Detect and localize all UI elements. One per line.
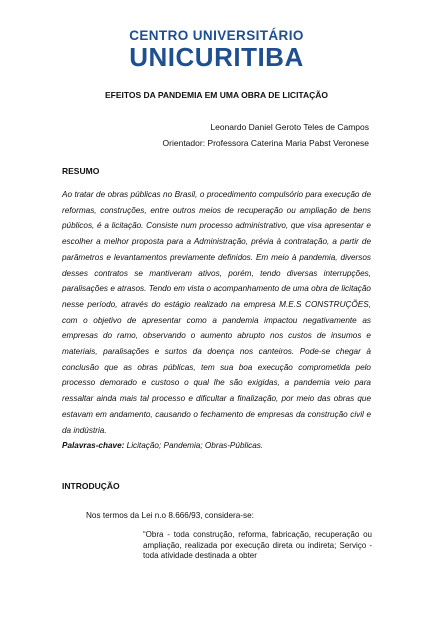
keywords-values: Licitação; Pandemia; Obras-Públicas. [124, 441, 264, 450]
university-logo [0, 29, 433, 70]
law-quote: “Obra - toda construção, reforma, fabricação, recuperação ou ampliação, realizada por execução direta ou indireta; Serviço - toda atividade destinada a obter [143, 530, 372, 560]
resumo-heading: RESUMO [62, 166, 100, 176]
keywords-label: Palavras-chave: [62, 441, 125, 450]
abstract-text: Ao tratar de obras públicas no Brasil, o procedimento compulsório para execução de reformas, construções, entre outros meios de recuperação ou ampliação de bens públicos, é a licitação. Consiste num processo administrativo, que visa apresentar e escolher a melhor proposta para a Administração, prévia à contratação, a partir de parâmetros e levantamentos previamente definidos. Em meio à pandemia, diversos desses contratos se mantiveram ativos, porém, tendo diversas interrupções, paralisações e atrasos. Tendo em vista o acompanhamento de uma obra de licitação nesse período, através do estágio realizado na empresa M.E.S CONSTRUÇÕES, com o objetivo de apresentar como a pandemia impactou negativamente as empresas do ramo, observando o aumento abrupto nos custos de insumos e materiais, paralisações e surtos da doença nos canteiros. Pode-se chegar à conclusão que as obras públicas, tem sua boa execução comprometida pelo processo demorado e custoso o qual lhe são exigidas, a pandemia veio para ressaltar ainda mais tal processo e dificultar a finalização, por meio das obras que estavam em andamento, causando o fechamento de empresas da construção civil e da indústria. [62, 190, 371, 435]
logo-top-text: CENTRO UNIVERSITÁRIO [129, 28, 304, 43]
author-name: Leonardo Daniel Geroto Teles de Campos [210, 122, 369, 132]
paper-title: EFEITOS DA PANDEMIA EM UMA OBRA DE LICITAÇÃO [104, 90, 329, 100]
intro-paragraph: Nos termos da Lei n.o 8.666/93, considera-se: [86, 511, 254, 520]
keywords-line [62, 441, 263, 450]
advisor-name: Orientador: Professora Caterina Maria Pabst Veronese [162, 138, 369, 148]
introducao-heading: INTRODUÇÃO [62, 481, 120, 491]
logo-main-text: UNICURITIBA [129, 42, 304, 72]
